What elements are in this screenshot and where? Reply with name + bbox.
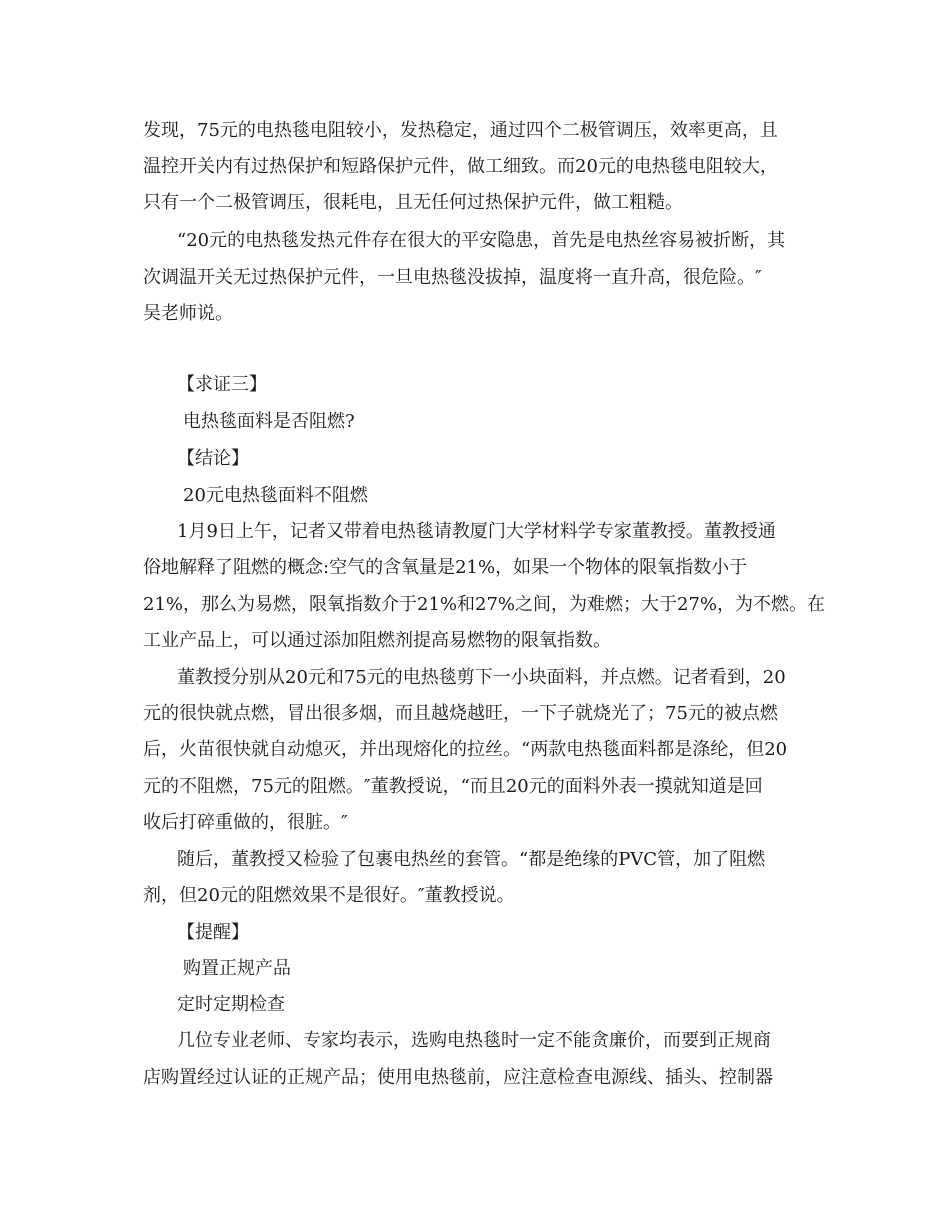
paragraph-line: 后，火苗很快就自动熄灭，并出现熔化的拉丝。“两款电热毯面料都是涤纶，但20 [143, 739, 788, 760]
section-heading: 【结论】 [177, 448, 249, 469]
paragraph-line: 1月9日上午，记者又带着电热毯请教厦门大学材料学专家董教授。董教授通 [177, 521, 776, 542]
section-heading: 【提醒】 [177, 922, 249, 943]
paragraph-line: 只有一个二极管调压，很耗电，且无任何过热保护元件，做工粗糙。 [143, 192, 683, 213]
paragraph-line: 剂，但20元的阻燃效果不是很好。″董教授说。 [143, 885, 515, 906]
paragraph-line: 董教授分别从20元和75元的电热毯剪下一小块面料，并点燃。记者看到，20 [177, 667, 786, 688]
paragraph-line: 元的不阻燃，75元的阻燃。″董教授说，“而且20元的面料外表一摸就知道是回 [143, 776, 763, 797]
paragraph-line: 工业产品上，可以通过添加阻燃剂提高易燃物的限氧指数。 [143, 630, 611, 651]
paragraph-line: 收后打碎重做的，很脏。″ [143, 812, 348, 833]
paragraph-line: 吴老师说。 [143, 303, 233, 324]
quote-line: “20元的电热毯发热元件存在很大的平安隐患，首先是电热丝容易被折断，其 [177, 230, 786, 251]
paragraph-line: 温控开关内有过热保护和短路保护元件，做工细致。而20元的电热毯电阻较大， [143, 156, 778, 177]
paragraph-line: 次调温开关无过热保护元件，一旦电热毯没拔掉，温度将一直升高，很危险。″ [143, 267, 762, 288]
tip-text: 定时定期检查 [177, 994, 285, 1015]
question-text: 电热毯面料是否阻燃? [183, 411, 355, 432]
tip-text: 购置正规产品 [183, 958, 291, 979]
paragraph-line: 发现，75元的电热毯电阻较小，发热稳定，通过四个二极管调压，效率更高，且 [143, 120, 778, 141]
paragraph-line: 店购置经过认证的正规产品；使用电热毯前，应注意检查电源线、插头、控制器 [143, 1067, 773, 1088]
paragraph-line: 21%，那么为易燃，限氧指数介于21%和27%之间，为难燃；大于27%，为不燃。在 [143, 594, 826, 615]
paragraph-line: 几位专业老师、专家均表示，选购电热毯时一定不能贪廉价，而要到正规商 [177, 1030, 771, 1051]
conclusion-text: 20元电热毯面料不阻燃 [183, 485, 368, 506]
paragraph-line: 随后，董教授又检验了包裹电热丝的套管。“都是绝缘的PVC管，加了阻燃 [177, 849, 766, 870]
section-heading: 【求证三】 [177, 374, 267, 395]
paragraph-line: 俗地解释了阻燃的概念:空气的含氧量是21%，如果一个物体的限氧指数小于 [143, 557, 748, 578]
paragraph-line: 元的很快就点燃，冒出很多烟，而且越烧越旺，一下子就烧光了；75元的被点燃 [143, 703, 778, 724]
